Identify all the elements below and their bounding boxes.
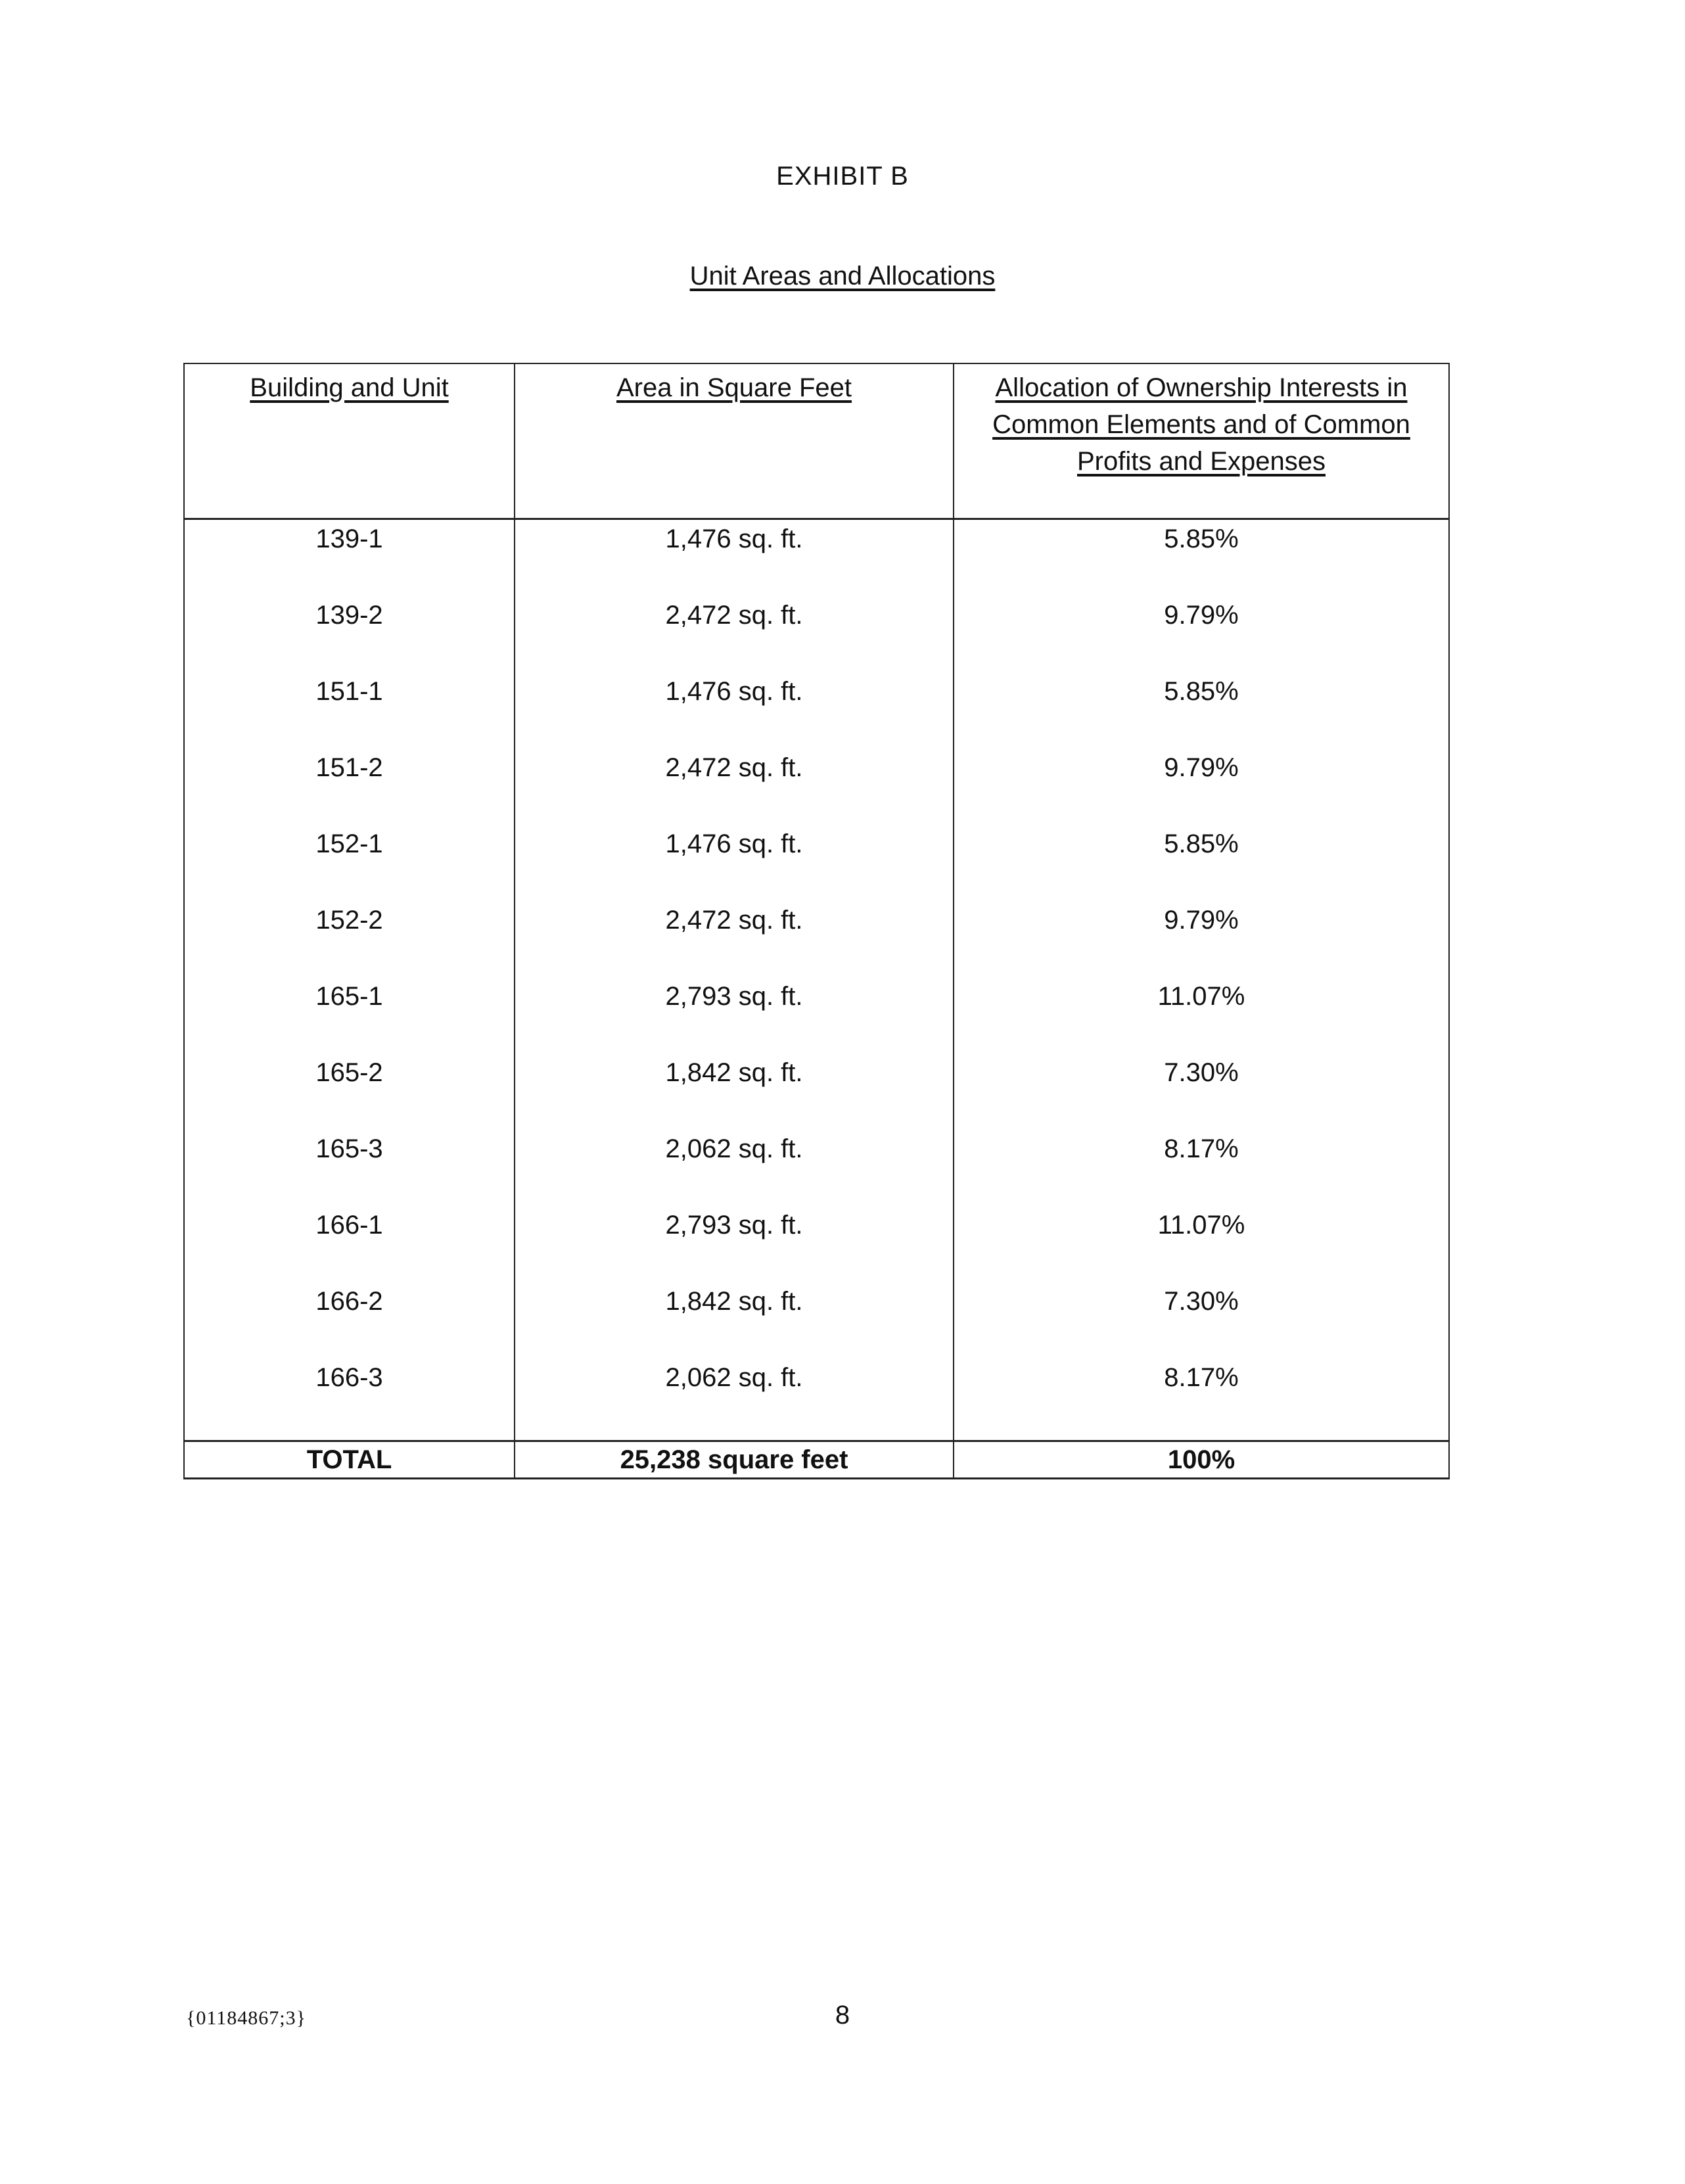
cell-allocation: 9.79% [954, 901, 1449, 977]
table-row [184, 977, 1449, 1054]
table-row [184, 901, 1449, 977]
cell-allocation: 11.07% [954, 1206, 1449, 1282]
cell-allocation: 9.79% [954, 596, 1449, 672]
cell-area: 2,472 sq. ft. [515, 901, 954, 977]
header-allocation: Allocation of Ownership Interests in Common Elements and of Common Profits and Expenses [954, 363, 1449, 519]
unit-allocation-table-wrapper [183, 363, 1448, 1479]
cell-unit: 152-2 [184, 901, 515, 977]
header-building-unit: Building and Unit [184, 363, 515, 519]
table-header-row [184, 363, 1449, 519]
cell-allocation: 9.79% [954, 749, 1449, 825]
table-row [184, 519, 1449, 597]
cell-allocation: 7.30% [954, 1054, 1449, 1130]
cell-unit: 139-1 [184, 519, 515, 597]
table-row [184, 672, 1449, 749]
cell-allocation: 5.85% [954, 672, 1449, 749]
cell-area: 1,842 sq. ft. [515, 1054, 954, 1130]
cell-allocation: 8.17% [954, 1130, 1449, 1206]
cell-area: 1,476 sq. ft. [515, 672, 954, 749]
cell-unit: 152-1 [184, 825, 515, 901]
cell-unit: 165-2 [184, 1054, 515, 1130]
total-label: TOTAL [184, 1441, 515, 1479]
cell-unit: 166-3 [184, 1359, 515, 1441]
table-row [184, 1359, 1449, 1441]
document-id: {01184867;3} [186, 2007, 307, 2029]
cell-unit: 151-1 [184, 672, 515, 749]
exhibit-title: EXHIBIT B [776, 162, 909, 191]
table-row [184, 1282, 1449, 1359]
cell-unit: 139-2 [184, 596, 515, 672]
cell-unit: 166-1 [184, 1206, 515, 1282]
cell-area: 2,472 sq. ft. [515, 596, 954, 672]
cell-area: 1,842 sq. ft. [515, 1282, 954, 1359]
subtitle-text: Unit Areas and Allocations [689, 262, 996, 290]
total-area: 25,238 square feet [515, 1441, 954, 1479]
page-number: 8 [835, 2001, 850, 2030]
cell-allocation: 5.85% [954, 519, 1449, 597]
header-area: Area in Square Feet [515, 363, 954, 519]
cell-unit: 165-1 [184, 977, 515, 1054]
table-row [184, 825, 1449, 901]
cell-area: 2,062 sq. ft. [515, 1359, 954, 1441]
page-subtitle [0, 262, 1685, 291]
table-row [184, 596, 1449, 672]
total-allocation: 100% [954, 1441, 1449, 1479]
cell-area: 2,062 sq. ft. [515, 1130, 954, 1206]
cell-allocation: 8.17% [954, 1359, 1449, 1441]
cell-area: 2,793 sq. ft. [515, 1206, 954, 1282]
cell-unit: 165-3 [184, 1130, 515, 1206]
unit-allocation-table [183, 363, 1450, 1479]
cell-area: 1,476 sq. ft. [515, 519, 954, 597]
cell-unit: 151-2 [184, 749, 515, 825]
table-row [184, 749, 1449, 825]
table-row [184, 1054, 1449, 1130]
cell-unit: 166-2 [184, 1282, 515, 1359]
cell-area: 2,793 sq. ft. [515, 977, 954, 1054]
cell-allocation: 5.85% [954, 825, 1449, 901]
cell-allocation: 11.07% [954, 977, 1449, 1054]
table-total-row [184, 1441, 1449, 1479]
cell-allocation: 7.30% [954, 1282, 1449, 1359]
cell-area: 1,476 sq. ft. [515, 825, 954, 901]
table-row [184, 1130, 1449, 1206]
cell-area: 2,472 sq. ft. [515, 749, 954, 825]
table-row [184, 1206, 1449, 1282]
